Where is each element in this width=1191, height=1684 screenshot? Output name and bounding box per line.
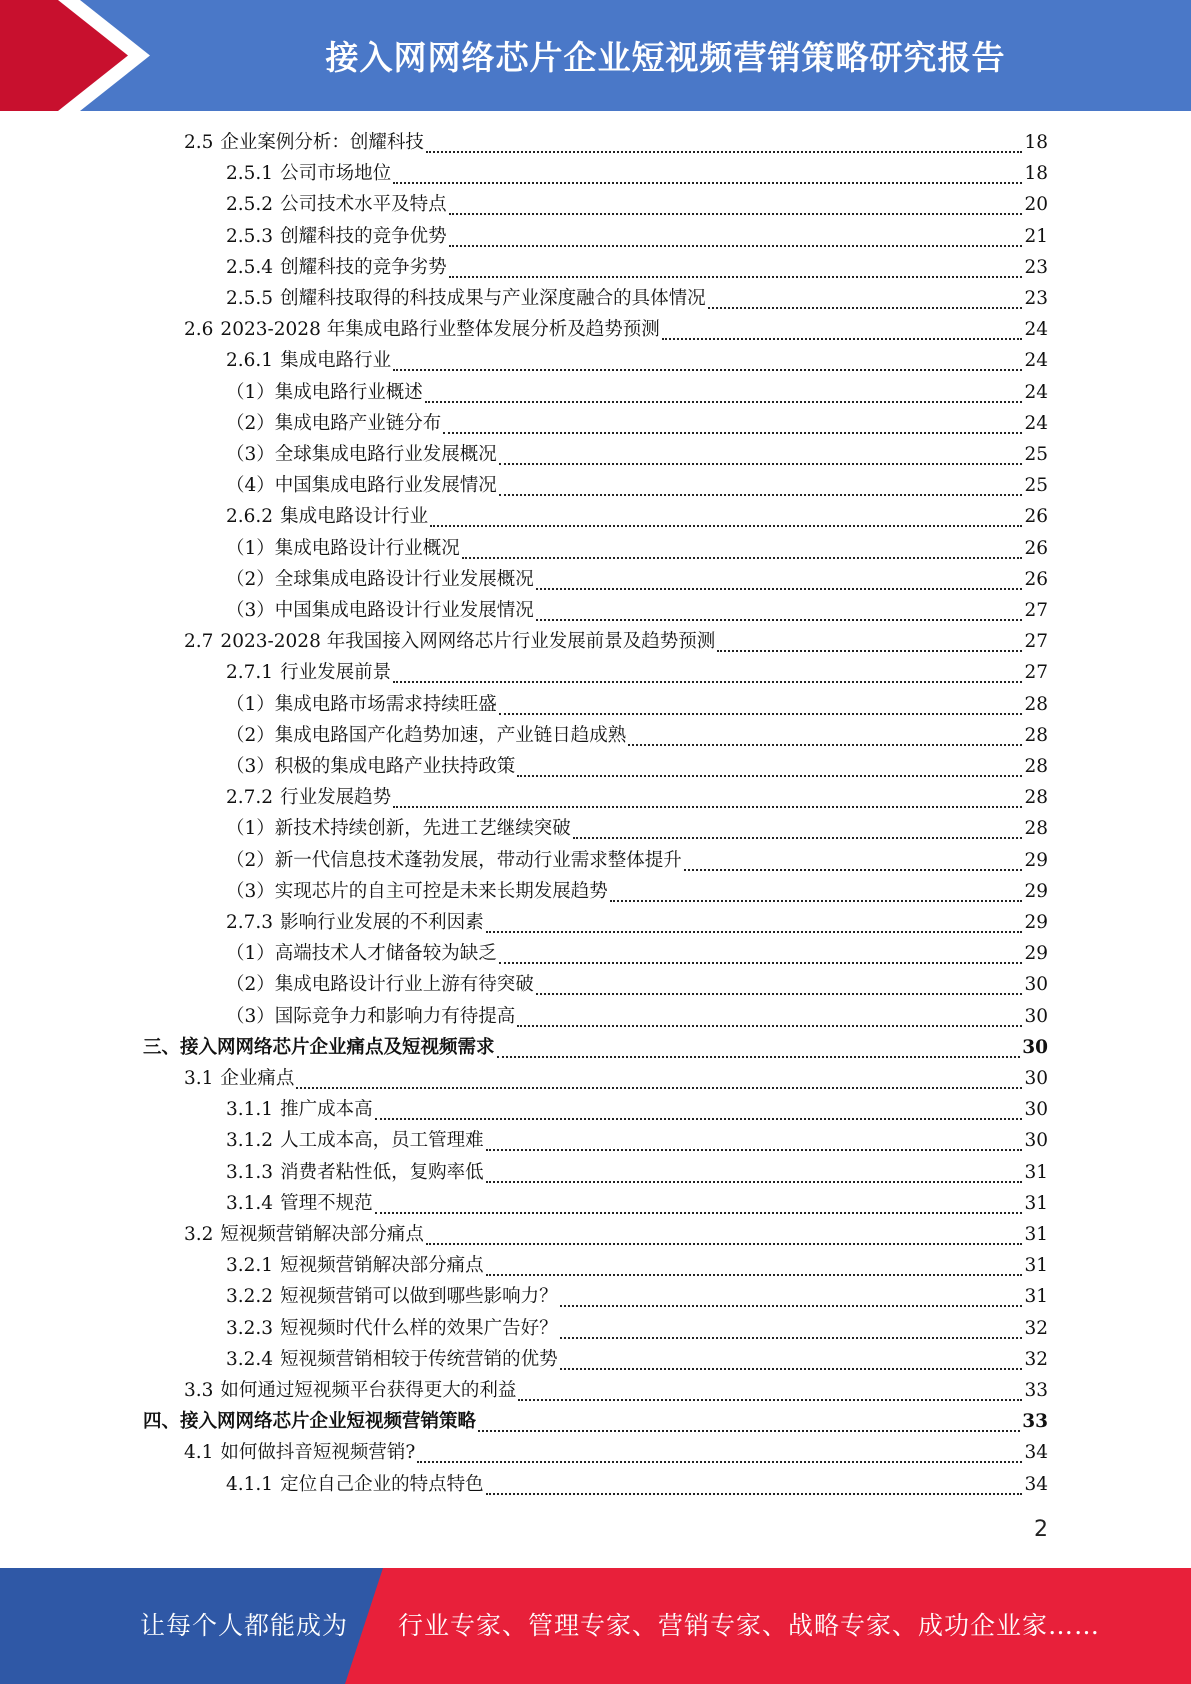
toc-dot-leader: [499, 962, 1023, 964]
toc-entry[interactable]: [184, 1437, 1048, 1468]
toc-dot-leader: [560, 1337, 1023, 1339]
toc-entry[interactable]: [226, 689, 1048, 720]
toc-entry-title: 短视频营销解决部分痛点: [220, 1224, 424, 1245]
toc-entry[interactable]: [226, 1125, 1048, 1156]
toc-entry[interactable]: [226, 1157, 1048, 1188]
toc-entry-title: 创耀科技取得的科技成果与产业深度融合的具体情况: [280, 288, 706, 309]
toc-dot-leader: [486, 1274, 1023, 1276]
toc-entry[interactable]: [226, 595, 1048, 626]
toc-entry[interactable]: [226, 1344, 1048, 1375]
toc-dot-leader: [573, 837, 1023, 839]
toc-entry-page: 30: [1024, 1005, 1048, 1027]
toc-entry-title: （1）高端技术人才储备较为缺乏: [226, 943, 497, 965]
toc-dot-leader: [628, 744, 1022, 746]
toc-dot-leader: [536, 588, 1023, 590]
toc-dot-leader: [684, 869, 1023, 871]
toc-dot-leader: [610, 900, 1023, 902]
toc-dot-leader: [486, 1149, 1023, 1151]
toc-entry-number: 3.2.4: [226, 1348, 274, 1370]
toc-entry-title: （2）集成电路产业链分布: [226, 412, 442, 434]
toc-dot-leader: [499, 463, 1023, 465]
toc-entry-page: 31: [1024, 1224, 1048, 1245]
toc-entry-page: 27: [1024, 662, 1048, 684]
toc-entry-title: （3）中国集成电路设计行业发展情况: [226, 600, 534, 621]
toc-entry-page: 21: [1024, 225, 1048, 247]
toc-entry-number: 2.5.1: [226, 163, 274, 185]
toc-entry[interactable]: [226, 1001, 1048, 1032]
toc-entry-number: 2.5.3: [226, 225, 274, 247]
toc-entry[interactable]: [226, 283, 1048, 314]
header-chevron-icon: [0, 0, 160, 111]
toc-dot-leader: [426, 151, 1023, 153]
toc-entry-page: 30: [1024, 1130, 1048, 1152]
toc-dot-leader: [393, 806, 1022, 808]
toc-dot-leader: [449, 276, 1023, 278]
toc-entry-page: 24: [1024, 412, 1048, 434]
toc-entry-number: 3.2.2: [226, 1286, 274, 1308]
toc-entry-number: 3.2.1: [226, 1255, 274, 1277]
toc-entry-page: 26: [1024, 537, 1048, 559]
toc-entry[interactable]: [226, 782, 1048, 813]
toc-entry-title: 集成电路行业: [280, 350, 392, 372]
toc-entry-title: 短视频营销解决部分痛点: [280, 1255, 484, 1277]
toc-entry-number: 2.5.4: [226, 256, 274, 278]
toc-entry-number: 3.2.3: [226, 1317, 274, 1339]
toc-dot-leader: [518, 1399, 1022, 1401]
toc-entry-number: 3.1.4: [226, 1192, 274, 1214]
toc-entry-page: 27: [1024, 631, 1048, 653]
toc-entry-title: 企业痛点: [220, 1068, 295, 1089]
toc-entry-page: 30: [1024, 1099, 1048, 1121]
toc-dot-leader: [486, 931, 1023, 933]
toc-entry[interactable]: [226, 470, 1048, 501]
toc-entry[interactable]: [226, 751, 1048, 782]
toc-entry-page: 34: [1024, 1473, 1048, 1495]
toc-entry-page: 28: [1024, 724, 1048, 746]
toc-entry-title: （1）集成电路行业概述: [226, 381, 423, 403]
toc-entry-number: 3.1.3: [226, 1161, 274, 1183]
toc-entry[interactable]: [226, 1188, 1048, 1219]
toc-entry-title: （1）新技术持续创新，先进工艺继续突破: [226, 818, 571, 840]
toc-entry-number: 3.2: [184, 1224, 214, 1245]
toc-entry-number: 2.7: [184, 631, 214, 653]
toc-entry-title: （3）国际竞争力和影响力有待提高: [226, 1005, 516, 1027]
toc-entry-title: 企业案例分析：创耀科技: [220, 132, 424, 153]
toc-entry-title: 如何通过短视频平台获得更大的利益: [220, 1380, 517, 1401]
toc-entry-page: 25: [1024, 444, 1048, 465]
toc-entry-number: 2.7.2: [226, 787, 274, 809]
toc-dot-leader: [443, 432, 1022, 434]
toc-dot-leader: [497, 1056, 1021, 1058]
toc-entry-page: 28: [1024, 693, 1048, 715]
toc-entry-page: 30: [1022, 1036, 1048, 1058]
toc-dot-leader: [499, 713, 1023, 715]
toc-entry[interactable]: [226, 345, 1048, 376]
toc-entry-number: 3.3: [184, 1380, 214, 1401]
toc-entry-page: 18: [1024, 132, 1048, 153]
page-header: [0, 0, 1191, 111]
toc-entry-page: 34: [1024, 1442, 1048, 1464]
toc-entry-title: 定位自己企业的特点特色: [280, 1473, 484, 1495]
toc-entry-page: 20: [1024, 194, 1048, 216]
toc-entry[interactable]: [226, 439, 1048, 470]
toc-entry-page: 26: [1024, 568, 1048, 590]
toc-entry[interactable]: [226, 533, 1048, 564]
toc-entry-number: 3.1: [184, 1068, 214, 1089]
toc-entry[interactable]: [226, 876, 1048, 907]
toc-entry-title: 2023-2028 年我国接入网网络芯片行业发展前景及趋势预测: [220, 631, 716, 653]
toc-entry-page: 24: [1024, 319, 1048, 341]
toc-entry[interactable]: [226, 501, 1048, 532]
toc-entry-title: 管理不规范: [280, 1192, 373, 1214]
toc-entry-page: 33: [1024, 1380, 1048, 1401]
toc-entry-title: 短视频时代什么样的效果广告好？: [280, 1317, 558, 1339]
toc-entry[interactable]: [184, 314, 1048, 345]
toc-entry-page: 23: [1024, 288, 1048, 309]
toc-entry-number: 3.1.1: [226, 1099, 274, 1121]
toc-dot-leader: [417, 1461, 1022, 1463]
toc-entry-page: 31: [1024, 1192, 1048, 1214]
toc-entry-number: 2.6.1: [226, 350, 274, 372]
toc-entry-page: 31: [1024, 1286, 1048, 1308]
toc-dot-leader: [708, 307, 1023, 309]
footer-slogan-left: 让每个人都能成为: [140, 1611, 349, 1640]
toc-entry-title: （2）全球集成电路设计行业发展概况: [226, 568, 534, 590]
toc-entry-number: 2.5: [184, 132, 214, 153]
toc-entry-number: 4.1.1: [226, 1473, 274, 1495]
toc-entry[interactable]: [226, 408, 1048, 439]
toc-entry-page: 30: [1024, 1068, 1048, 1089]
toc-entry[interactable]: [226, 1250, 1048, 1281]
toc-entry[interactable]: [226, 1469, 1048, 1500]
toc-entry-number: 2.5.5: [226, 288, 274, 309]
toc-entry[interactable]: [143, 1406, 1048, 1437]
toc-entry[interactable]: [226, 564, 1048, 595]
page-number: 2: [1034, 1517, 1048, 1542]
toc-dot-leader: [478, 1430, 1020, 1432]
toc-entry-page: 24: [1024, 350, 1048, 372]
toc-entry-page: 26: [1024, 506, 1048, 528]
toc-entry-title: 集成电路设计行业: [280, 506, 429, 528]
toc-entry-title: 如何做抖音短视频营销?: [220, 1442, 416, 1464]
toc-entry-page: 23: [1024, 256, 1048, 278]
toc-dot-leader: [449, 245, 1023, 247]
toc-entry-title: 短视频营销可以做到哪些影响力？: [280, 1286, 558, 1308]
toc-entry-title: （2）集成电路设计行业上游有待突破: [226, 974, 534, 996]
toc-entry-page: 27: [1024, 600, 1048, 621]
toc-entry-number: 2.6: [184, 319, 214, 341]
toc-entry[interactable]: [226, 377, 1048, 408]
toc-dot-leader: [662, 338, 1023, 340]
toc-entry-number: 2.5.2: [226, 194, 274, 216]
toc-entry-title: （4）中国集成电路行业发展情况: [226, 475, 497, 497]
toc-entry-title: 2023-2028 年集成电路行业整体发展分析及趋势预测: [220, 319, 660, 341]
toc-entry-number: 2.7.3: [226, 912, 274, 933]
toc-dot-leader: [430, 525, 1022, 527]
toc-entry[interactable]: [226, 938, 1048, 969]
toc-entry-title: （3）全球集成电路行业发展概况: [226, 444, 497, 465]
toc-dot-leader: [462, 557, 1023, 559]
toc-entry-title: （3）实现芯片的自主可控是未来长期发展趋势: [226, 880, 608, 902]
toc-entry-page: 28: [1024, 818, 1048, 840]
toc-dot-leader: [486, 1493, 1023, 1495]
toc-dot-leader: [517, 1025, 1022, 1027]
toc-entry-page: 29: [1024, 880, 1048, 902]
toc-entry-title: 行业发展前景: [280, 662, 392, 684]
toc-entry-page: 29: [1024, 943, 1048, 965]
toc-entry-title: 推广成本高: [280, 1099, 373, 1121]
toc-dot-leader: [517, 775, 1022, 777]
toc-entry-title: 三、接入网网络芯片企业痛点及短视频需求: [143, 1036, 495, 1058]
toc-entry[interactable]: [226, 969, 1048, 1000]
toc-dot-leader: [375, 1118, 1023, 1120]
toc-entry-title: 影响行业发展的不利因素: [280, 912, 484, 933]
toc-dot-leader: [393, 681, 1022, 683]
toc-dot-leader: [393, 369, 1022, 371]
toc-entry[interactable]: [226, 813, 1048, 844]
toc-entry-page: 30: [1024, 974, 1048, 996]
toc-entry[interactable]: [226, 1313, 1048, 1344]
toc-entry-title: （1）集成电路设计行业概况: [226, 537, 460, 559]
toc-entry[interactable]: [184, 1375, 1048, 1406]
toc-entry-number: 4.1: [184, 1442, 214, 1464]
toc-dot-leader: [560, 1368, 1023, 1370]
toc-entry-title: （3）积极的集成电路产业扶持政策: [226, 756, 516, 777]
toc-entry[interactable]: [226, 252, 1048, 283]
toc-dot-leader: [536, 993, 1023, 995]
toc-entry-page: 24: [1024, 381, 1048, 403]
toc-entry[interactable]: [226, 845, 1048, 876]
toc-dot-leader: [449, 213, 1023, 215]
toc-entry-title: 短视频营销相较于传统营销的优势: [280, 1348, 558, 1370]
toc-dot-leader: [426, 1243, 1023, 1245]
toc-entry-page: 29: [1024, 849, 1048, 871]
document-title: 接入网网络芯片企业短视频营销策略研究报告: [325, 38, 1006, 77]
toc-entry[interactable]: [184, 1063, 1048, 1094]
toc-entry-page: 28: [1024, 756, 1048, 777]
toc-entry[interactable]: [226, 1281, 1048, 1312]
toc-entry-title: （1）集成电路市场需求持续旺盛: [226, 693, 497, 715]
toc-dot-leader: [499, 494, 1023, 496]
toc-entry[interactable]: [226, 657, 1048, 688]
toc-dot-leader: [425, 401, 1023, 403]
toc-entry-title: 创耀科技的竞争劣势: [280, 256, 447, 278]
toc-entry[interactable]: [226, 189, 1048, 220]
toc-dot-leader: [486, 1181, 1023, 1183]
toc-entry-page: 31: [1024, 1161, 1048, 1183]
toc-entry[interactable]: [143, 1032, 1048, 1063]
toc-entry-page: 25: [1024, 475, 1048, 497]
toc-dot-leader: [560, 1305, 1023, 1307]
toc-entry-title: （2）新一代信息技术蓬勃发展，带动行业需求整体提升: [226, 849, 682, 871]
toc-entry[interactable]: [226, 1094, 1048, 1125]
toc-entry-title: 行业发展趋势: [280, 787, 392, 809]
toc-entry[interactable]: [226, 158, 1048, 189]
toc-entry-title: 公司技术水平及特点: [280, 194, 447, 216]
toc-entry-title: 公司市场地位: [280, 163, 392, 185]
toc-dot-leader: [296, 1087, 1022, 1089]
toc-entry-title: 人工成本高，员工管理难: [280, 1130, 484, 1152]
toc-entry-number: 2.7.1: [226, 662, 274, 684]
toc-entry-title: （2）集成电路国产化趋势加速，产业链日趋成熟: [226, 724, 627, 746]
toc-dot-leader: [717, 650, 1022, 652]
page-footer: [0, 1568, 1191, 1684]
toc-entry-number: 2.6.2: [226, 506, 274, 528]
toc-entry[interactable]: [184, 1219, 1048, 1250]
toc-dot-leader: [536, 619, 1023, 621]
toc-dot-leader: [393, 182, 1022, 184]
toc-dot-leader: [375, 1212, 1023, 1214]
toc-entry[interactable]: [226, 907, 1048, 938]
toc-entry-page: 32: [1024, 1348, 1048, 1370]
footer-slogan-right: 行业专家、管理专家、营销专家、战略专家、成功企业家……: [398, 1611, 1101, 1640]
toc-entry-page: 32: [1024, 1317, 1048, 1339]
toc-entry-page: 33: [1022, 1411, 1048, 1433]
toc-entry-title: 四、接入网网络芯片企业短视频营销策略: [143, 1411, 477, 1433]
toc-entry[interactable]: [184, 127, 1048, 158]
toc-entry-page: 29: [1024, 912, 1048, 933]
toc-entry[interactable]: [184, 626, 1048, 657]
toc-entry[interactable]: [226, 720, 1048, 751]
toc-entry[interactable]: [226, 221, 1048, 252]
toc-entry-title: 创耀科技的竞争优势: [280, 225, 447, 247]
toc-entry-page: 31: [1024, 1255, 1048, 1277]
toc-entry-number: 3.1.2: [226, 1130, 274, 1152]
toc-entry-page: 28: [1024, 787, 1048, 809]
toc-entry-title: 消费者粘性低，复购率低: [280, 1161, 484, 1183]
toc-entry-page: 18: [1024, 163, 1048, 185]
